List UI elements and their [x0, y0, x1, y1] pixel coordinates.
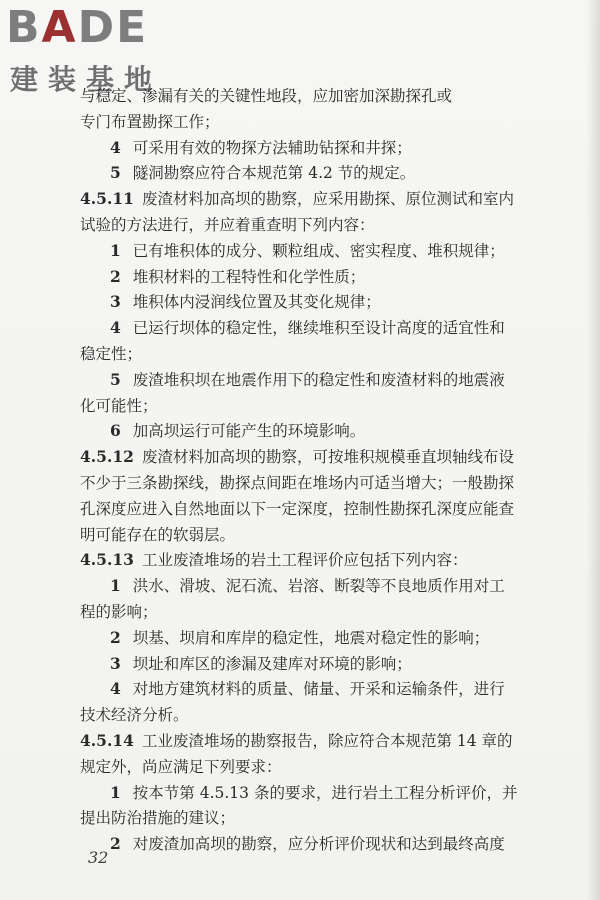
list-item-line: [0, 576, 600, 596]
line-text: 孔深度应进入自然地面以下一定深度，控制性勘探孔深度应能查: [80, 499, 515, 518]
item-number: 5: [110, 163, 121, 183]
line-text: 废渣材料加高坝的勘察，可按堆积规模垂直坝轴线布设: [141, 448, 514, 467]
text-line: [0, 757, 600, 777]
page-number: 32: [88, 848, 109, 867]
item-number: 1: [110, 576, 121, 596]
list-item-line: [0, 318, 600, 338]
list-item-line: [0, 679, 600, 699]
line-text: 程的影响；: [80, 603, 158, 621]
list-item-line: [0, 138, 600, 158]
line-text: 工业废渣堆场的岩土工程评价应包括下列内容：: [141, 551, 468, 570]
line-text: 工业废渣堆场的勘察报告，除应符合本规范第 14 章的: [141, 732, 513, 750]
text-line: [0, 705, 600, 725]
item-number: 4: [110, 137, 121, 157]
text-line: [0, 86, 600, 106]
item-number: 5: [110, 369, 121, 389]
list-item-line: [0, 370, 600, 390]
line-text: 堆积材料的工程特性和化学性质；: [132, 267, 366, 286]
clause-number: 4.5.14: [80, 731, 134, 750]
item-number: 1: [110, 782, 121, 802]
list-item-line: [0, 163, 600, 183]
line-text: 已有堆积体的成分、颗粒组成、密实程度、堆积规律；: [132, 241, 505, 260]
line-text: 规定外，尚应满足下列要求：: [80, 757, 282, 776]
text-line: [0, 808, 600, 828]
text-line: [0, 473, 600, 493]
line-text: 与稳定、渗漏有关的关键性地段，应加密加深勘探孔或: [80, 87, 453, 105]
line-text: 坝基、坝肩和库岸的稳定性，地震对稳定性的影响；: [132, 628, 490, 647]
list-item-line: [0, 628, 600, 648]
list-item-line: [0, 292, 600, 312]
line-text: 化可能性；: [80, 396, 158, 415]
list-item-line: [0, 267, 600, 287]
line-text: 专门布置勘探工作；: [80, 112, 220, 131]
clause-number: 4.5.13: [80, 550, 134, 570]
clause-line: [0, 731, 600, 751]
line-text: 废渣堆积坝在地震作用下的稳定性和废渣材料的地震液: [132, 370, 505, 389]
clause-number: 4.5.11: [80, 189, 134, 209]
list-item-line: [0, 654, 600, 674]
line-text: 稳定性；: [80, 345, 143, 363]
line-text: 技术经济分析。: [80, 706, 189, 725]
text-line: [0, 396, 600, 416]
item-number: 2: [110, 266, 121, 286]
list-item-line: [0, 241, 600, 261]
text-line: [0, 215, 600, 235]
item-number: 3: [110, 292, 121, 312]
clause-number: 4.5.12: [80, 447, 134, 467]
line-text: 堆积体内浸润线位置及其变化规律；: [132, 293, 381, 312]
item-number: 1: [110, 240, 121, 260]
line-text: 隧洞勘察应符合本规范第 4.2 节的规定。: [132, 164, 416, 183]
line-text: 不少于三条勘探线，勘探点间距在堆场内可适当增大；一般勘探: [80, 474, 515, 492]
clause-line: [0, 550, 600, 570]
line-text: 已运行坝体的稳定性，继续堆积至设计高度的适宜性和: [132, 319, 505, 338]
text-line: [0, 602, 600, 622]
item-number: 2: [110, 627, 121, 647]
text-line: [0, 525, 600, 545]
clause-line: [0, 189, 600, 209]
logo-tagline: 建装基地: [10, 63, 163, 96]
item-number: 2: [110, 834, 121, 854]
item-number: 3: [110, 653, 121, 673]
text-line: [0, 112, 600, 132]
text-line: [0, 499, 600, 519]
list-item-line: [0, 421, 600, 441]
line-text: 废渣材料加高坝的勘察，应采用勘探、原位测试和室内: [141, 190, 514, 209]
line-text: 对废渣加高坝的勘察，应分析评价现状和达到最终高度: [132, 835, 505, 854]
item-number: 4: [110, 318, 121, 338]
scan-edge-shade: [586, 0, 600, 900]
item-number: 4: [110, 679, 121, 699]
line-text: 对地方建筑材料的质量、储量、开采和运输条件，进行: [132, 680, 505, 699]
line-text: 提出防治措施的建议；: [80, 809, 236, 828]
line-text: 加高坝运行可能产生的环境影响。: [132, 422, 366, 441]
line-text: 可采用有效的物探方法辅助钻探和井探；: [132, 138, 412, 157]
line-text: 试验的方法进行，并应着重查明下列内容：: [80, 216, 375, 234]
logo-wordmark: BADE: [6, 2, 149, 53]
line-text: 坝址和库区的渗漏及建库对环境的影响；: [132, 654, 412, 673]
line-text: 按本节第 4.5.13 条的要求，进行岩土工程分析评价，并: [132, 783, 518, 802]
text-line: [0, 344, 600, 364]
line-text: 明可能存在的软弱层。: [80, 525, 236, 544]
line-text: 洪水、滑坡、泥石流、岩溶、断裂等不良地质作用对工: [132, 577, 505, 596]
item-number: 6: [110, 421, 121, 441]
clause-line: [0, 447, 600, 467]
list-item-line: [0, 783, 600, 803]
